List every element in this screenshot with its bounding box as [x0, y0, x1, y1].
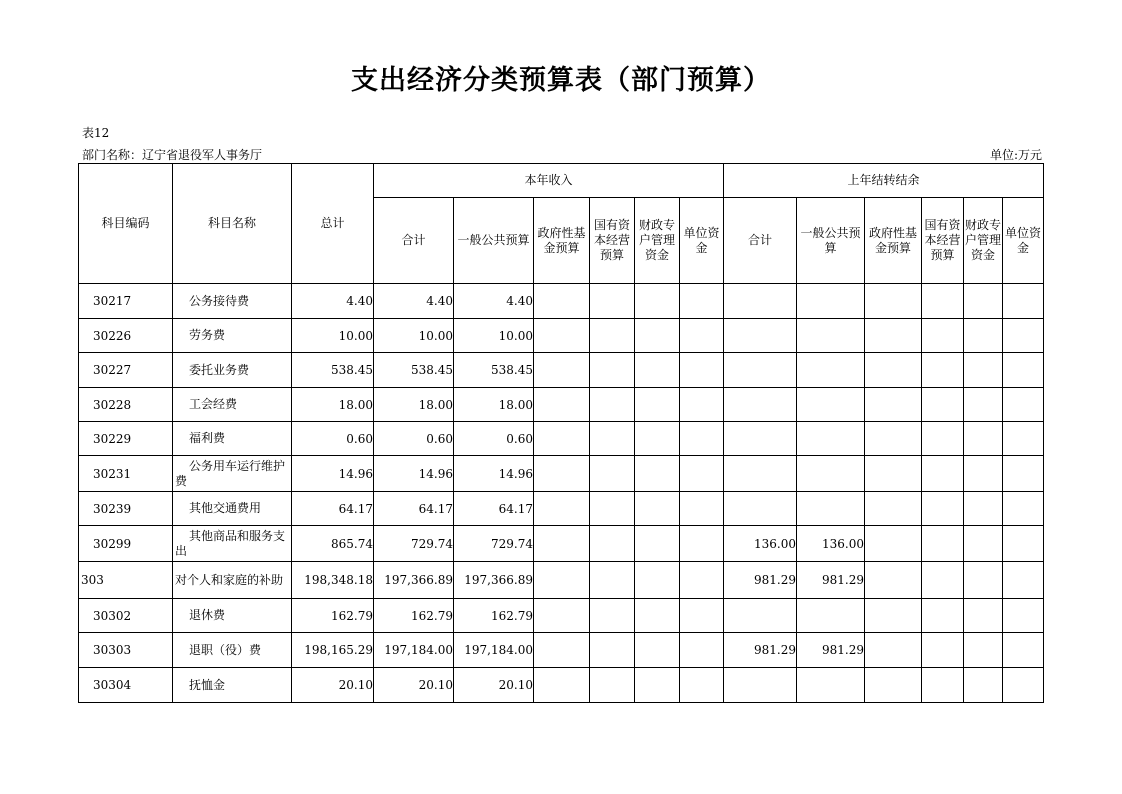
row-name: 退休费: [173, 599, 292, 633]
row-co-fiscal: [964, 492, 1003, 526]
row-name: 劳务费: [173, 319, 292, 353]
row-co-fiscal: [964, 284, 1003, 319]
row-inc-general: 729.74: [454, 526, 534, 562]
row-inc-fiscal: [635, 526, 680, 562]
row-inc-gov: [534, 422, 590, 456]
table-row: [79, 633, 1044, 668]
row-total: 20.10: [292, 668, 374, 703]
row-co-fiscal: [964, 353, 1003, 388]
row-inc-general: 64.17: [454, 492, 534, 526]
row-name: 退职（役）费: [173, 633, 292, 668]
row-inc-fiscal: [635, 668, 680, 703]
row-co-unit: [1003, 319, 1044, 353]
header-co-fiscal-special: 财政专户管理资金: [964, 198, 1003, 284]
table-row: [79, 562, 1044, 599]
row-co-sum: [724, 599, 797, 633]
row-name: 公务用车运行维护费: [173, 456, 292, 492]
table-row: [79, 526, 1044, 562]
row-co-unit: [1003, 668, 1044, 703]
table-row: [79, 668, 1044, 703]
row-co-state: [922, 668, 964, 703]
row-inc-general: 538.45: [454, 353, 534, 388]
row-co-sum: [724, 492, 797, 526]
row-inc-fiscal: [635, 353, 680, 388]
row-code: 30229: [79, 422, 173, 456]
row-co-sum: [724, 388, 797, 422]
row-inc-state: [590, 668, 635, 703]
row-co-state: [922, 422, 964, 456]
row-total: 198,165.29: [292, 633, 374, 668]
row-inc-unit: [680, 633, 724, 668]
row-name: 工会经费: [173, 388, 292, 422]
row-co-gov: [865, 353, 922, 388]
row-co-gov: [865, 633, 922, 668]
table-row: [79, 422, 1044, 456]
row-co-general: [797, 492, 865, 526]
header-inc-subtotal: 合计: [374, 198, 454, 284]
row-inc-sum: 0.60: [374, 422, 454, 456]
row-inc-general: 0.60: [454, 422, 534, 456]
row-inc-general: 20.10: [454, 668, 534, 703]
row-inc-state: [590, 353, 635, 388]
row-co-general: [797, 319, 865, 353]
row-inc-gov: [534, 562, 590, 599]
row-inc-unit: [680, 492, 724, 526]
header-co-general: 一般公共预算: [797, 198, 865, 284]
row-inc-state: [590, 599, 635, 633]
row-co-general: [797, 599, 865, 633]
row-co-gov: [865, 599, 922, 633]
row-co-sum: 981.29: [724, 633, 797, 668]
header-co-state-capital: 国有资本经营预算: [922, 198, 964, 284]
row-code: 30302: [79, 599, 173, 633]
header-co-unit-fund: 单位资金: [1003, 198, 1044, 284]
row-inc-sum: 197,366.89: [374, 562, 454, 599]
row-inc-general: 197,184.00: [454, 633, 534, 668]
table-row: [79, 599, 1044, 633]
row-inc-general: 162.79: [454, 599, 534, 633]
row-code: 30299: [79, 526, 173, 562]
row-inc-general: 197,366.89: [454, 562, 534, 599]
row-co-sum: [724, 284, 797, 319]
row-co-unit: [1003, 388, 1044, 422]
row-co-gov: [865, 388, 922, 422]
row-code: 30228: [79, 388, 173, 422]
row-inc-unit: [680, 562, 724, 599]
row-co-gov: [865, 422, 922, 456]
row-inc-unit: [680, 526, 724, 562]
row-total: 198,348.18: [292, 562, 374, 599]
row-co-unit: [1003, 633, 1044, 668]
row-total: 538.45: [292, 353, 374, 388]
row-inc-unit: [680, 284, 724, 319]
row-inc-state: [590, 456, 635, 492]
row-inc-state: [590, 562, 635, 599]
row-inc-sum: 64.17: [374, 492, 454, 526]
row-code: 303: [79, 562, 173, 599]
row-co-gov: [865, 526, 922, 562]
row-inc-state: [590, 319, 635, 353]
header-carryover: 上年结转结余: [724, 164, 1044, 198]
row-code: 30303: [79, 633, 173, 668]
table-number: 表12: [82, 126, 110, 140]
row-inc-state: [590, 388, 635, 422]
table-body: [79, 284, 1044, 703]
row-inc-general: 10.00: [454, 319, 534, 353]
row-co-fiscal: [964, 633, 1003, 668]
row-inc-sum: 14.96: [374, 456, 454, 492]
row-co-fiscal: [964, 668, 1003, 703]
row-co-state: [922, 633, 964, 668]
row-inc-fiscal: [635, 388, 680, 422]
row-inc-gov: [534, 319, 590, 353]
row-co-unit: [1003, 492, 1044, 526]
row-co-state: [922, 526, 964, 562]
row-inc-unit: [680, 353, 724, 388]
header-inc-unit-fund: 单位资金: [680, 198, 724, 284]
row-co-gov: [865, 668, 922, 703]
row-co-gov: [865, 492, 922, 526]
row-inc-sum: 4.40: [374, 284, 454, 319]
row-co-general: 136.00: [797, 526, 865, 562]
row-inc-gov: [534, 353, 590, 388]
row-name: 对个人和家庭的补助: [173, 562, 292, 599]
row-name: 其他商品和服务支出: [173, 526, 292, 562]
row-co-general: [797, 668, 865, 703]
row-co-general: [797, 353, 865, 388]
table-row: [79, 353, 1044, 388]
row-inc-sum: 18.00: [374, 388, 454, 422]
row-code: 30239: [79, 492, 173, 526]
row-total: 10.00: [292, 319, 374, 353]
row-co-sum: [724, 319, 797, 353]
row-inc-unit: [680, 319, 724, 353]
header-current-year-income: 本年收入: [374, 164, 724, 198]
row-inc-general: 4.40: [454, 284, 534, 319]
row-inc-state: [590, 422, 635, 456]
row-inc-unit: [680, 456, 724, 492]
row-co-fiscal: [964, 526, 1003, 562]
row-total: 0.60: [292, 422, 374, 456]
row-co-state: [922, 388, 964, 422]
row-co-sum: [724, 456, 797, 492]
row-inc-sum: 197,184.00: [374, 633, 454, 668]
row-co-unit: [1003, 456, 1044, 492]
row-co-unit: [1003, 353, 1044, 388]
row-total: 14.96: [292, 456, 374, 492]
row-inc-gov: [534, 492, 590, 526]
row-co-sum: 981.29: [724, 562, 797, 599]
row-inc-general: 14.96: [454, 456, 534, 492]
row-co-unit: [1003, 284, 1044, 319]
row-inc-fiscal: [635, 456, 680, 492]
row-co-unit: [1003, 562, 1044, 599]
row-co-gov: [865, 562, 922, 599]
row-total: 64.17: [292, 492, 374, 526]
row-co-state: [922, 284, 964, 319]
row-inc-sum: 10.00: [374, 319, 454, 353]
row-total: 865.74: [292, 526, 374, 562]
row-co-fiscal: [964, 422, 1003, 456]
row-co-unit: [1003, 422, 1044, 456]
header-name: 科目名称: [173, 164, 292, 284]
row-inc-gov: [534, 456, 590, 492]
row-inc-fiscal: [635, 422, 680, 456]
row-inc-state: [590, 526, 635, 562]
row-co-state: [922, 599, 964, 633]
row-inc-gov: [534, 526, 590, 562]
table-row: [79, 319, 1044, 353]
table-row: [79, 456, 1044, 492]
unit-label: 单位:万元: [989, 148, 1042, 162]
table-header: [79, 164, 1044, 284]
row-co-sum: [724, 353, 797, 388]
row-co-general: 981.29: [797, 633, 865, 668]
row-co-unit: [1003, 526, 1044, 562]
row-inc-gov: [534, 668, 590, 703]
row-inc-fiscal: [635, 492, 680, 526]
row-total: 18.00: [292, 388, 374, 422]
table-row: [79, 388, 1044, 422]
row-inc-general: 18.00: [454, 388, 534, 422]
row-inc-fiscal: [635, 599, 680, 633]
row-co-state: [922, 456, 964, 492]
row-name: 公务接待费: [173, 284, 292, 319]
row-inc-fiscal: [635, 319, 680, 353]
row-inc-gov: [534, 599, 590, 633]
row-inc-sum: 162.79: [374, 599, 454, 633]
row-inc-fiscal: [635, 562, 680, 599]
row-name: 福利费: [173, 422, 292, 456]
row-co-general: [797, 388, 865, 422]
row-code: 30217: [79, 284, 173, 319]
row-co-sum: [724, 422, 797, 456]
row-inc-sum: 20.10: [374, 668, 454, 703]
header-total: 总计: [292, 164, 374, 284]
row-inc-sum: 538.45: [374, 353, 454, 388]
table-row: [79, 284, 1044, 319]
row-co-gov: [865, 284, 922, 319]
row-inc-unit: [680, 668, 724, 703]
header-inc-gov-fund: 政府性基金预算: [534, 198, 590, 284]
row-co-gov: [865, 319, 922, 353]
row-co-general: [797, 284, 865, 319]
row-co-fiscal: [964, 599, 1003, 633]
row-code: 30226: [79, 319, 173, 353]
row-co-general: [797, 456, 865, 492]
page-title: 支出经济分类预算表（部门预算）: [351, 65, 771, 96]
row-inc-fiscal: [635, 633, 680, 668]
row-inc-unit: [680, 422, 724, 456]
row-co-general: [797, 422, 865, 456]
row-co-gov: [865, 456, 922, 492]
row-inc-gov: [534, 388, 590, 422]
header-inc-general: 一般公共预算: [454, 198, 534, 284]
row-inc-gov: [534, 633, 590, 668]
budget-table: [78, 163, 1044, 703]
row-co-general: 981.29: [797, 562, 865, 599]
row-inc-fiscal: [635, 284, 680, 319]
row-co-sum: 136.00: [724, 526, 797, 562]
header-inc-fiscal-special: 财政专户管理资金: [635, 198, 680, 284]
row-inc-state: [590, 492, 635, 526]
row-inc-unit: [680, 388, 724, 422]
row-inc-state: [590, 284, 635, 319]
row-name: 其他交通费用: [173, 492, 292, 526]
row-co-state: [922, 319, 964, 353]
row-co-state: [922, 492, 964, 526]
row-name: 抚恤金: [173, 668, 292, 703]
table-row: [79, 492, 1044, 526]
row-co-fiscal: [964, 562, 1003, 599]
row-inc-gov: [534, 284, 590, 319]
row-total: 162.79: [292, 599, 374, 633]
row-name: 委托业务费: [173, 353, 292, 388]
header-code: 科目编码: [79, 164, 173, 284]
header-inc-state-capital: 国有资本经营预算: [590, 198, 635, 284]
row-co-state: [922, 562, 964, 599]
row-co-fiscal: [964, 388, 1003, 422]
row-co-sum: [724, 668, 797, 703]
row-inc-unit: [680, 599, 724, 633]
row-code: 30227: [79, 353, 173, 388]
row-code: 30231: [79, 456, 173, 492]
header-co-subtotal: 合计: [724, 198, 797, 284]
row-co-state: [922, 353, 964, 388]
row-inc-state: [590, 633, 635, 668]
row-code: 30304: [79, 668, 173, 703]
header-co-gov-fund: 政府性基金预算: [865, 198, 922, 284]
row-co-fiscal: [964, 319, 1003, 353]
row-co-fiscal: [964, 456, 1003, 492]
row-inc-sum: 729.74: [374, 526, 454, 562]
department-name: 部门名称：辽宁省退役军人事务厅: [82, 148, 263, 162]
row-co-unit: [1003, 599, 1044, 633]
row-total: 4.40: [292, 284, 374, 319]
